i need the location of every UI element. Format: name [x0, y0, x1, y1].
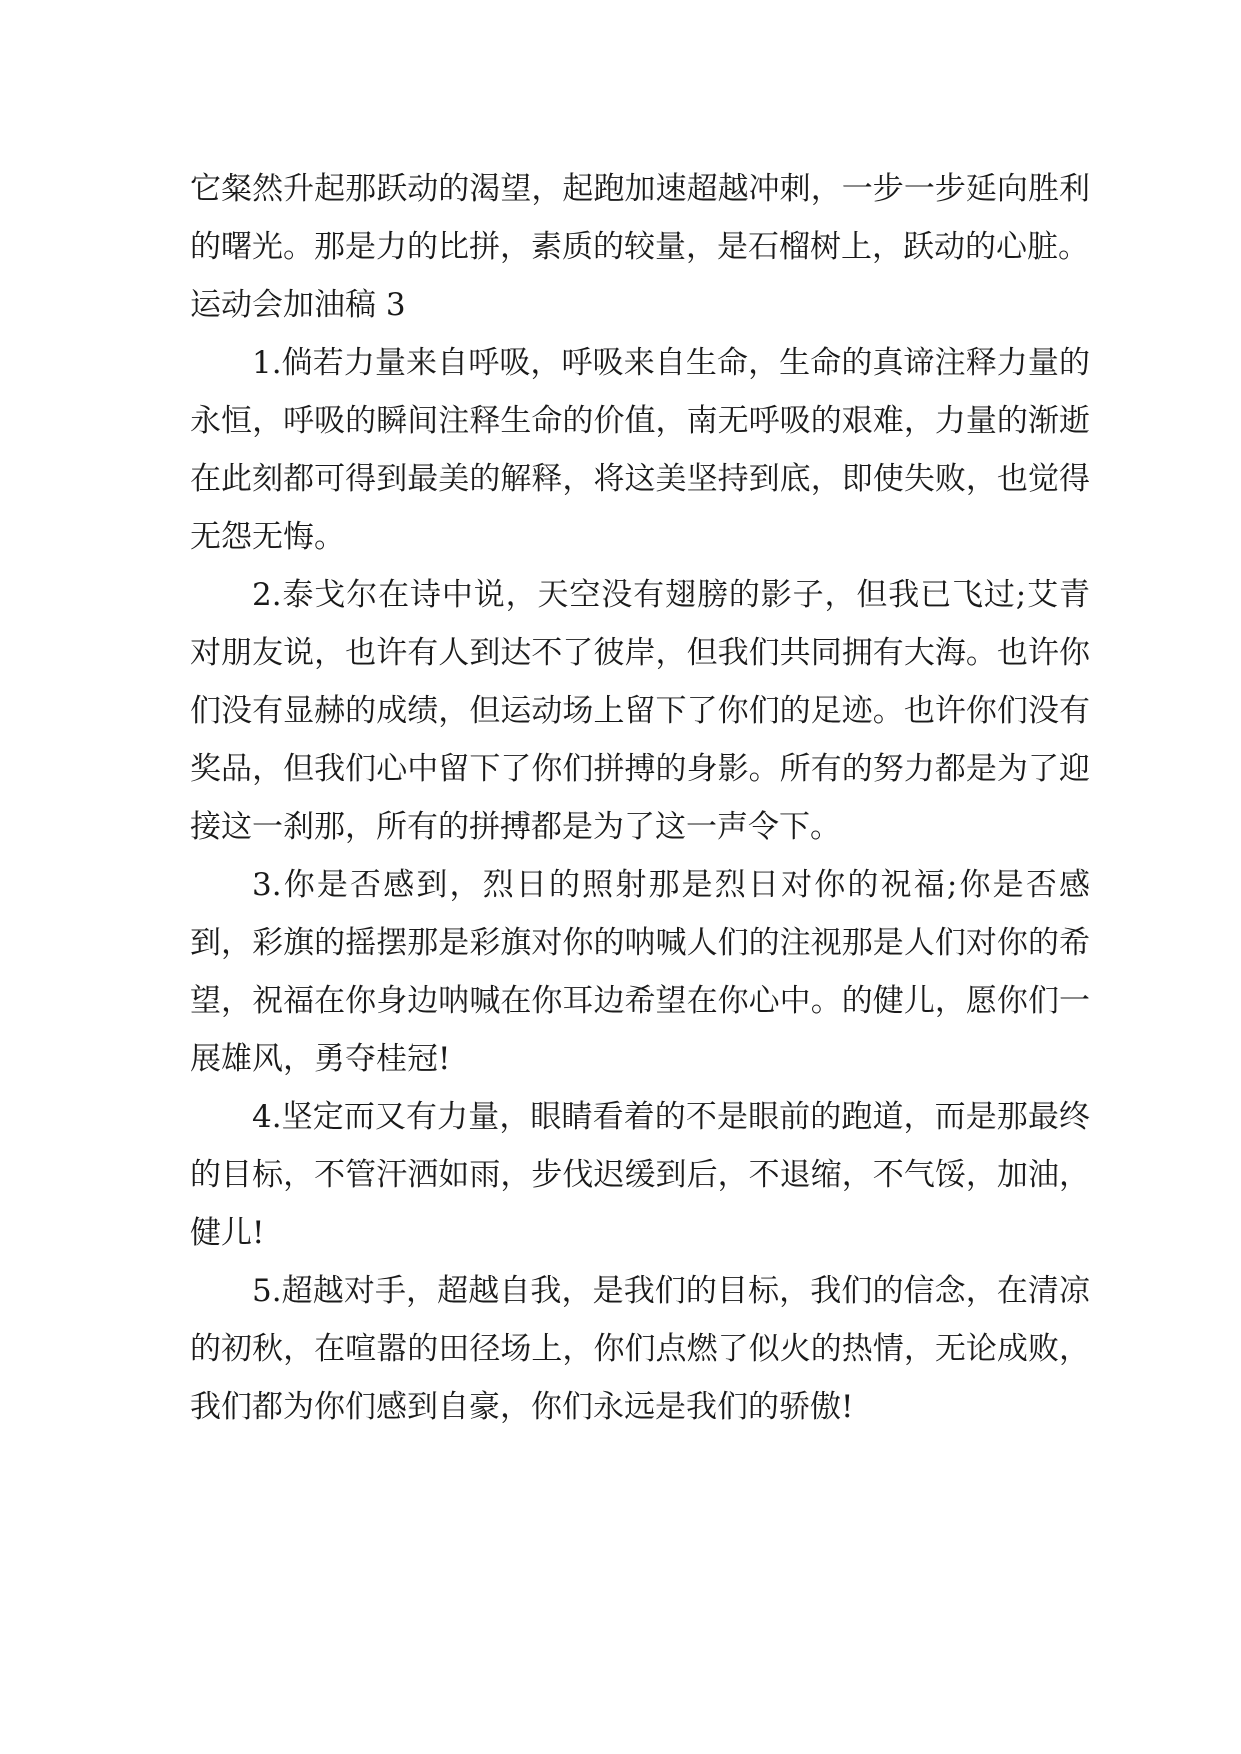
- list-item: 2.泰戈尔在诗中说，天空没有翅膀的影子，但我已飞过;艾青对朋友说，也许有人到达不了彼岸，但我们共同拥有大海。也许你们没有显赫的成绩，但运动场上留下了你们的足迹。也许你们没有奖品，但我们心中留下了你们拼搏的身影。所有的努力都是为了迎接这一刹那，所有的拼搏都是为了这一声令下。: [190, 577, 1090, 845]
- list-item: 1.倘若力量来自呼吸，呼吸来自生命，生命的真谛注释力量的永恒，呼吸的瞬间注释生命的价值，南无呼吸的艰难，力量的渐逝在此刻都可得到最美的解释，将这美坚持到底，即使失败，也觉得无怨无悔。: [190, 345, 1090, 555]
- list-item: 4.坚定而又有力量，眼睛看着的不是眼前的跑道，而是那最终的目标，不管汗洒如雨，步伐迟缓到后，不退缩，不气馁，加油，健儿!: [190, 1099, 1090, 1251]
- document-body: [190, 160, 1090, 1436]
- section-title: 运动会加油稿 3: [190, 287, 406, 323]
- opening-paragraph: 它粲然升起那跃动的渴望，起跑加速超越冲刺，一步一步延向胜利的曙光。那是力的比拼，素质的较量，是石榴树上，跃动的心脏。: [190, 171, 1090, 265]
- list-item: 5.超越对手，超越自我，是我们的目标，我们的信念，在清凉的初秋，在喧嚣的田径场上，你们点燃了似火的热情，无论成败，我们都为你们感到自豪，你们永远是我们的骄傲!: [190, 1273, 1090, 1425]
- list-item: 3.你是否感到，烈日的照射那是烈日对你的祝福;你是否感到，彩旗的摇摆那是彩旗对你的呐喊人们的注视那是人们对你的希望，祝福在你身边呐喊在你耳边希望在你心中。的健儿，愿你们一展雄风，勇夺桂冠!: [190, 867, 1090, 1077]
